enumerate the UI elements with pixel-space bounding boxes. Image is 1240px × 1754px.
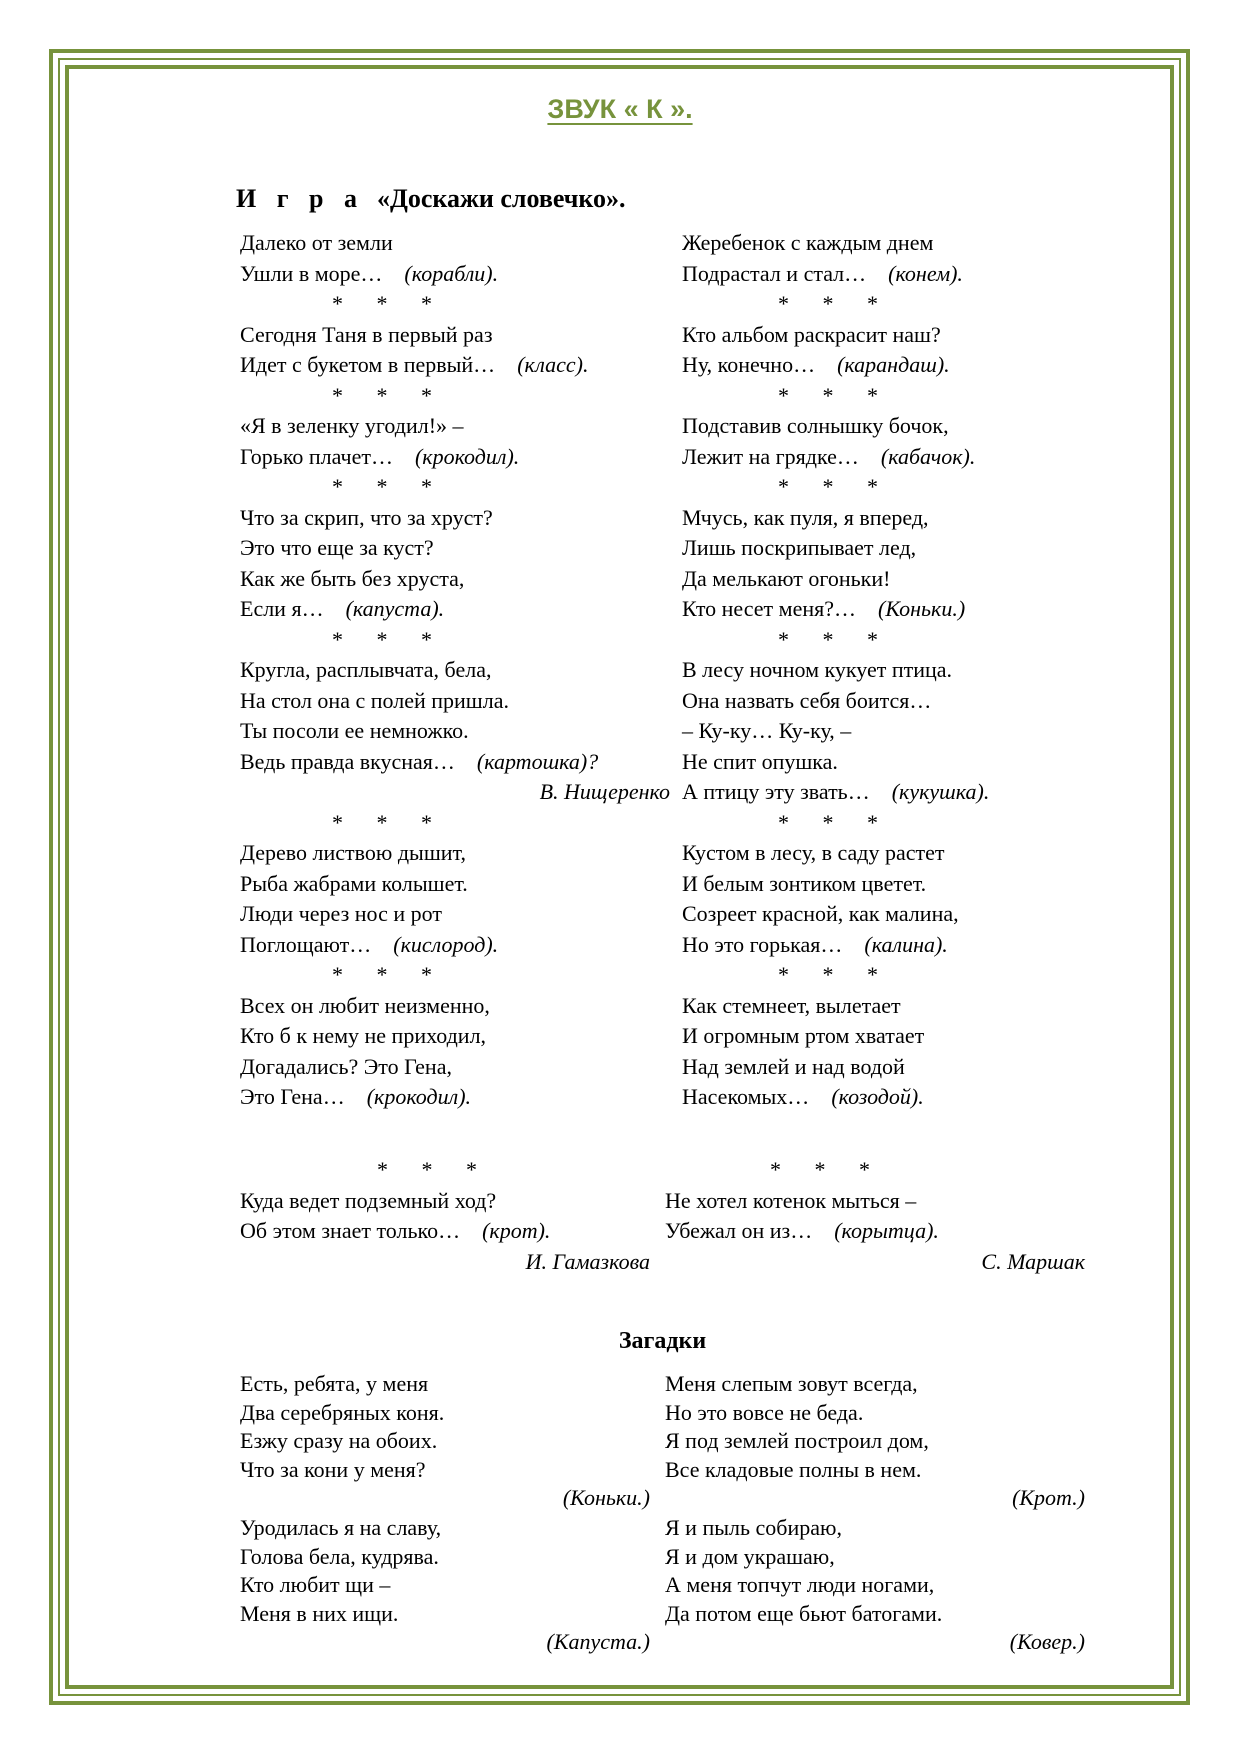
poem-line-text: Ну, конечно…: [682, 352, 816, 377]
poem-last-line: [665, 1216, 1085, 1247]
riddle-answer: (Коньки.): [562, 1485, 650, 1511]
poem-line: И белым зонтиком цветет.: [682, 870, 927, 896]
poem-last-line: [240, 350, 670, 381]
poem-line: Сегодня Таня в первый раз: [240, 321, 493, 347]
poem-author: В. Нищеренко: [539, 779, 670, 804]
poem-line: Подставив солнышку бочок,: [682, 413, 949, 438]
riddle-line: Есть, ребята, у меня: [240, 1371, 429, 1396]
poem-last-line: [240, 930, 670, 961]
poem-line: На стол она с полей пришла.: [240, 687, 509, 713]
poem-answer: (карандаш).: [837, 352, 950, 377]
poem-answer: (кукушка).: [891, 779, 990, 804]
riddle-line: Езжу сразу на обоих.: [240, 1428, 438, 1454]
poem-answer: (крокодил).: [366, 1084, 472, 1109]
poem-line-text: Убежал он из…: [665, 1218, 813, 1243]
poem-line-text: Кто несет меня?…: [682, 596, 857, 621]
poem-line: Ты посоли ее немножко.: [240, 718, 469, 743]
right-poem-column: [682, 228, 1112, 1113]
riddles-right-column: [665, 1370, 1085, 1657]
poem-line: Как стемнеет, вылетает: [682, 992, 901, 1018]
poem-line-text: Насекомых…: [682, 1084, 810, 1109]
riddle-line: Что за кони у меня?: [240, 1456, 426, 1482]
poem-last-line: [240, 747, 670, 778]
poem-answer: (корабли).: [404, 260, 499, 286]
poem-last-line: [682, 259, 1112, 290]
stars-separator: * * *: [778, 626, 892, 652]
poem-last-line: [682, 350, 1112, 381]
poem-line: Всех он любит неизменно,: [240, 992, 490, 1018]
extra-poem-left: [240, 1155, 650, 1277]
poem-last-line: [682, 930, 1112, 961]
stars-separator: * * *: [778, 474, 892, 499]
stars-separator: * * *: [778, 962, 892, 987]
poem-line: Как же быть без хруста,: [240, 565, 465, 591]
page-title: ЗВУК « К ».: [547, 94, 693, 124]
poem-last-line: [682, 594, 1112, 625]
poem-line-text: А птицу эту звать…: [682, 779, 870, 804]
riddles-heading: Загадки: [618, 1328, 707, 1354]
poem-line: Над землей и над водой: [682, 1053, 905, 1079]
riddle-line: А меня топчут люди ногами,: [665, 1572, 935, 1598]
stars-separator: * * *: [778, 291, 892, 316]
game-name: «Доскажи словечко».: [377, 184, 626, 213]
poem-last-line: [682, 442, 1112, 473]
poem-line: «Я в зеленку угодил!» –: [240, 413, 464, 438]
stars-separator: * * *: [332, 474, 446, 499]
poem-last-line: [240, 1082, 670, 1113]
poem-line: Кто б к нему не приходил,: [240, 1023, 487, 1048]
extra-poem-right: [665, 1155, 1085, 1277]
poem-answer: (крот).: [482, 1218, 551, 1243]
poem-line: Что за скрип, что за хруст?: [240, 504, 493, 530]
poem-answer: (конем).: [888, 260, 963, 286]
riddle-line: Я и дом украшаю,: [665, 1543, 835, 1569]
game-prefix: И г р а: [236, 184, 364, 213]
riddle-line: Но это вовсе не беда.: [665, 1399, 864, 1425]
poem-answer: (картошка)?: [476, 748, 599, 774]
left-poem-column: [240, 228, 670, 1113]
riddle-line: Да потом еще бьют батогами.: [665, 1600, 943, 1626]
poem-line: Жеребенок с каждым днем: [682, 230, 934, 255]
poem-last-line: [240, 259, 670, 290]
stars-separator: * * *: [332, 291, 446, 316]
poem-line-text: Ведь правда вкусная…: [240, 748, 455, 774]
stars-separator: * * *: [778, 809, 892, 835]
game-heading: [236, 184, 626, 214]
poem-last-line: [240, 1216, 650, 1247]
poem-line: Куда ведет подземный ход?: [240, 1187, 497, 1213]
poem-line-text: Но это горькая…: [682, 931, 843, 957]
riddle-answer: (Ковер.): [1009, 1629, 1085, 1655]
poem-answer: (крокодил).: [414, 443, 520, 469]
riddles-left-column: [240, 1370, 650, 1657]
riddle-line: Голова бела, кудрява.: [240, 1543, 439, 1569]
poem-author: С. Маршак: [981, 1248, 1085, 1274]
poem-line: В лесу ночном кукует птица.: [682, 657, 953, 682]
poem-line: – Ку-ку… Ку-ку, –: [682, 718, 852, 743]
stars-separator: * * *: [332, 626, 446, 652]
poem-line: Не спит опушка.: [682, 748, 838, 774]
poem-line-text: Если я…: [240, 596, 324, 621]
poem-last-line: [682, 1082, 1112, 1113]
stars-separator: * * *: [332, 382, 446, 408]
poem-line-text: Об этом знает только…: [240, 1218, 461, 1243]
poem-line: Лишь поскрипывает лед,: [682, 535, 917, 560]
riddle-line: Я и пыль собираю,: [665, 1514, 842, 1540]
poem-line: Не хотел котенок мыться –: [665, 1187, 917, 1213]
stars-separator: * * *: [377, 1157, 491, 1182]
riddle-line: Все кладовые полны в нем.: [665, 1456, 922, 1482]
poem-line: Кругла, расплывчата, бела,: [240, 657, 492, 682]
poem-line: Дерево листвою дышит,: [240, 840, 466, 865]
riddle-line: Уродилась я на славу,: [240, 1514, 442, 1540]
stars-separator: * * *: [332, 962, 446, 987]
poem-answer: (класс).: [517, 352, 589, 377]
poem-line: Люди через нос и рот: [240, 901, 442, 926]
poem-line: Да мелькают огоньки!: [682, 565, 891, 591]
poem-line: Она назвать себя боится…: [682, 687, 932, 713]
poem-line: Созреет красной, как малина,: [682, 901, 959, 926]
poem-last-line: [682, 777, 1112, 808]
poem-line-text: Поглощают…: [240, 931, 372, 957]
poem-last-line: [240, 442, 670, 473]
poem-last-line: [240, 594, 670, 625]
stars-separator: * * *: [770, 1157, 884, 1182]
riddle-line: Два серебряных коня.: [240, 1399, 445, 1425]
riddle-line: Я под землей построил дом,: [665, 1428, 929, 1454]
poem-answer: (козодой).: [831, 1084, 924, 1109]
riddle-line: Меня слепым зовут всегда,: [665, 1371, 918, 1396]
stars-separator: * * *: [332, 809, 446, 835]
poem-line-text: Горько плачет…: [240, 443, 393, 469]
poem-answer: (капуста).: [345, 596, 445, 621]
poem-line: Кустом в лесу, в саду растет: [682, 840, 945, 865]
riddle-line: Меня в них ищи.: [240, 1600, 399, 1626]
poem-line-text: Это Гена…: [240, 1084, 345, 1109]
poem-line: Далеко от земли: [240, 230, 393, 255]
poem-author: И. Гамазкова: [525, 1248, 650, 1274]
poem-answer: (корытца).: [834, 1218, 939, 1243]
poem-line: Догадались? Это Гена,: [240, 1053, 452, 1079]
stars-separator: * * *: [778, 382, 892, 408]
poem-line-text: Лежит на грядке…: [682, 443, 859, 469]
riddle-answer: (Крот.): [1012, 1485, 1085, 1511]
riddle-line: Кто любит щи –: [240, 1572, 391, 1598]
poem-answer: (Коньки.): [878, 596, 966, 621]
riddle-answer: (Капуста.): [546, 1629, 650, 1655]
poem-answer: (кислород).: [393, 931, 499, 957]
poem-line: Мчусь, как пуля, я вперед,: [682, 504, 929, 530]
poem-line-text: Идет с букетом в первый…: [240, 352, 496, 377]
poem-answer: (кабачок).: [880, 443, 976, 469]
poem-line-text: Ушли в море…: [240, 260, 383, 286]
poem-line: Это что еще за куст?: [240, 535, 434, 560]
poem-answer: (калина).: [864, 931, 948, 957]
poem-line: Рыба жабрами колышет.: [240, 870, 468, 896]
poem-line: Кто альбом раскрасит наш?: [682, 321, 941, 347]
poem-line-text: Подрастал и стал…: [682, 260, 867, 286]
poem-line: И огромным ртом хватает: [682, 1023, 925, 1048]
